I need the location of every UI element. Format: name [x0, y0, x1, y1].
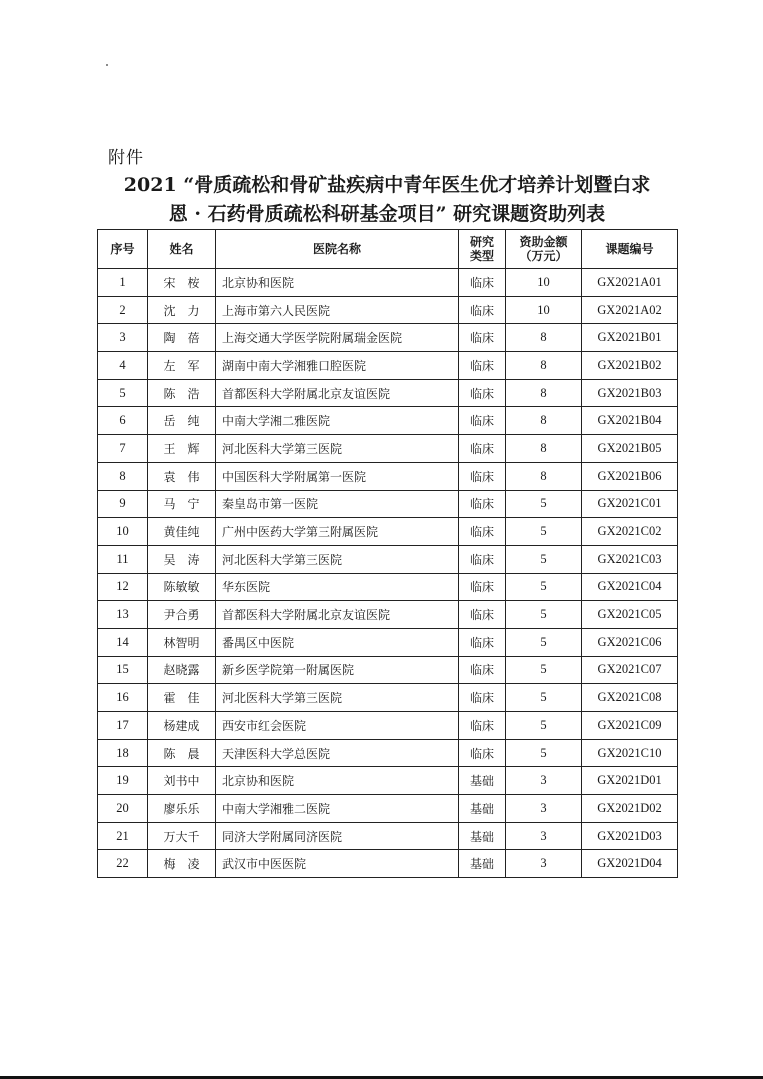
- cell-name: 万大千: [148, 822, 216, 850]
- header-amount-line-2: （万元）: [519, 249, 568, 263]
- cell-research-type: 临床: [459, 656, 506, 684]
- cell-name: 陈 浩: [148, 379, 216, 407]
- cell-project-code: GX2021C01: [582, 490, 678, 518]
- cell-project-code: GX2021B02: [582, 352, 678, 380]
- cell-research-type: 临床: [459, 739, 506, 767]
- cell-no: 11: [98, 545, 148, 573]
- cell-amount: 5: [506, 490, 582, 518]
- table-row: [98, 573, 678, 601]
- cell-no: 3: [98, 324, 148, 352]
- cell-research-type: 基础: [459, 767, 506, 795]
- cell-research-type: 临床: [459, 296, 506, 324]
- cell-research-type: 临床: [459, 435, 506, 463]
- table-row: [98, 352, 678, 380]
- cell-hospital: 中南大学湘雅二医院: [216, 795, 459, 823]
- cell-amount: 8: [506, 379, 582, 407]
- cell-no: 16: [98, 684, 148, 712]
- cell-no: 14: [98, 628, 148, 656]
- cell-project-code: GX2021B04: [582, 407, 678, 435]
- header-research-type: [459, 230, 506, 269]
- header-amount-line-1: 资助金额: [519, 235, 568, 249]
- cell-name: 黄佳纯: [148, 518, 216, 546]
- cell-name: 岳 纯: [148, 407, 216, 435]
- cell-no: 22: [98, 850, 148, 878]
- cell-name: 陶 蓓: [148, 324, 216, 352]
- cell-project-code: GX2021C09: [582, 712, 678, 740]
- cell-name: 宋 桉: [148, 269, 216, 297]
- cell-amount: 3: [506, 795, 582, 823]
- cell-project-code: GX2021A02: [582, 296, 678, 324]
- cell-name: 赵晓露: [148, 656, 216, 684]
- cell-research-type: 临床: [459, 518, 506, 546]
- cell-project-code: GX2021D03: [582, 822, 678, 850]
- table-row: [98, 324, 678, 352]
- cell-amount: 10: [506, 296, 582, 324]
- document-title-line-1: 2021 “骨质疏松和骨矿盐疾病中青年医生优才培养计划暨白求: [123, 174, 651, 196]
- cell-hospital: 上海市第六人民医院: [216, 296, 459, 324]
- cell-no: 4: [98, 352, 148, 380]
- cell-research-type: 临床: [459, 269, 506, 297]
- header-project-code: 课题编号: [582, 230, 678, 269]
- table-row: [98, 545, 678, 573]
- table-row: [98, 269, 678, 297]
- table-row: [98, 462, 678, 490]
- cell-project-code: GX2021B06: [582, 462, 678, 490]
- cell-amount: 10: [506, 269, 582, 297]
- cell-name: 林智明: [148, 628, 216, 656]
- cell-no: 2: [98, 296, 148, 324]
- header-research-type-line-2: 类型: [469, 249, 494, 263]
- table-row: [98, 712, 678, 740]
- cell-project-code: GX2021D01: [582, 767, 678, 795]
- cell-no: 17: [98, 712, 148, 740]
- cell-research-type: 临床: [459, 352, 506, 380]
- cell-hospital: 天津医科大学总医院: [216, 739, 459, 767]
- cell-research-type: 临床: [459, 324, 506, 352]
- cell-amount: 5: [506, 545, 582, 573]
- cell-amount: 8: [506, 324, 582, 352]
- cell-amount: 5: [506, 628, 582, 656]
- cell-no: 5: [98, 379, 148, 407]
- cell-project-code: GX2021C05: [582, 601, 678, 629]
- cell-amount: 5: [506, 712, 582, 740]
- header-no: 序号: [98, 230, 148, 269]
- cell-research-type: 临床: [459, 712, 506, 740]
- table-row: [98, 296, 678, 324]
- cell-project-code: GX2021D04: [582, 850, 678, 878]
- cell-no: 15: [98, 656, 148, 684]
- scan-speck: [106, 64, 108, 66]
- table-row: [98, 850, 678, 878]
- funding-table: [97, 229, 678, 878]
- table-row: [98, 822, 678, 850]
- cell-name: 杨建成: [148, 712, 216, 740]
- cell-project-code: GX2021C08: [582, 684, 678, 712]
- cell-amount: 3: [506, 767, 582, 795]
- attachment-label: 附件: [108, 148, 144, 168]
- cell-research-type: 临床: [459, 628, 506, 656]
- header-name: 姓名: [148, 230, 216, 269]
- cell-amount: 5: [506, 518, 582, 546]
- cell-hospital: 河北医科大学第三医院: [216, 545, 459, 573]
- cell-no: 12: [98, 573, 148, 601]
- cell-project-code: GX2021B05: [582, 435, 678, 463]
- cell-name: 尹合勇: [148, 601, 216, 629]
- header-hospital: 医院名称: [216, 230, 459, 269]
- cell-amount: 8: [506, 435, 582, 463]
- cell-no: 8: [98, 462, 148, 490]
- cell-project-code: GX2021C02: [582, 518, 678, 546]
- cell-hospital: 武汉市中医医院: [216, 850, 459, 878]
- cell-hospital: 湖南中南大学湘雅口腔医院: [216, 352, 459, 380]
- cell-amount: 5: [506, 684, 582, 712]
- cell-project-code: GX2021D02: [582, 795, 678, 823]
- table-row: [98, 628, 678, 656]
- cell-name: 陈敏敏: [148, 573, 216, 601]
- cell-no: 10: [98, 518, 148, 546]
- cell-project-code: GX2021A01: [582, 269, 678, 297]
- cell-research-type: 临床: [459, 379, 506, 407]
- cell-name: 霍 佳: [148, 684, 216, 712]
- cell-research-type: 临床: [459, 407, 506, 435]
- cell-research-type: 基础: [459, 850, 506, 878]
- table-row: [98, 490, 678, 518]
- cell-research-type: 临床: [459, 462, 506, 490]
- cell-amount: 5: [506, 739, 582, 767]
- cell-research-type: 临床: [459, 573, 506, 601]
- cell-no: 21: [98, 822, 148, 850]
- cell-no: 9: [98, 490, 148, 518]
- cell-name: 廖乐乐: [148, 795, 216, 823]
- table-row: [98, 435, 678, 463]
- cell-research-type: 临床: [459, 601, 506, 629]
- cell-name: 梅 凌: [148, 850, 216, 878]
- cell-hospital: 华东医院: [216, 573, 459, 601]
- cell-hospital: 中南大学湘二雅医院: [216, 407, 459, 435]
- cell-project-code: GX2021B01: [582, 324, 678, 352]
- cell-research-type: 临床: [459, 490, 506, 518]
- table-row: [98, 684, 678, 712]
- table-header-row: [98, 230, 678, 269]
- cell-name: 陈 晨: [148, 739, 216, 767]
- cell-project-code: GX2021C03: [582, 545, 678, 573]
- cell-amount: 5: [506, 601, 582, 629]
- cell-no: 18: [98, 739, 148, 767]
- table-row: [98, 518, 678, 546]
- cell-hospital: 同济大学附属同济医院: [216, 822, 459, 850]
- cell-name: 王 辉: [148, 435, 216, 463]
- table-row: [98, 601, 678, 629]
- cell-no: 19: [98, 767, 148, 795]
- header-amount: [506, 230, 582, 269]
- cell-research-type: 临床: [459, 545, 506, 573]
- document-title-line-2: 恩 · 石药骨质疏松科研基金项目” 研究课题资助列表: [168, 203, 606, 225]
- cell-hospital: 河北医科大学第三医院: [216, 435, 459, 463]
- table-row: [98, 656, 678, 684]
- cell-amount: 3: [506, 850, 582, 878]
- cell-name: 马 宁: [148, 490, 216, 518]
- cell-no: 7: [98, 435, 148, 463]
- table-row: [98, 407, 678, 435]
- cell-name: 左 军: [148, 352, 216, 380]
- cell-amount: 5: [506, 573, 582, 601]
- cell-hospital: 中国医科大学附属第一医院: [216, 462, 459, 490]
- table-row: [98, 767, 678, 795]
- cell-amount: 3: [506, 822, 582, 850]
- cell-hospital: 番禺区中医院: [216, 628, 459, 656]
- cell-no: 1: [98, 269, 148, 297]
- cell-project-code: GX2021C04: [582, 573, 678, 601]
- table-body: [98, 269, 678, 878]
- header-research-type-line-1: 研究: [469, 235, 494, 249]
- cell-project-code: GX2021B03: [582, 379, 678, 407]
- cell-project-code: GX2021C07: [582, 656, 678, 684]
- table-row: [98, 795, 678, 823]
- cell-hospital: 秦皇岛市第一医院: [216, 490, 459, 518]
- cell-name: 吴 涛: [148, 545, 216, 573]
- cell-name: 刘书中: [148, 767, 216, 795]
- cell-amount: 8: [506, 352, 582, 380]
- cell-hospital: 北京协和医院: [216, 269, 459, 297]
- cell-amount: 8: [506, 407, 582, 435]
- cell-research-type: 基础: [459, 795, 506, 823]
- cell-hospital: 上海交通大学医学院附属瑞金医院: [216, 324, 459, 352]
- cell-hospital: 首都医科大学附属北京友谊医院: [216, 601, 459, 629]
- cell-no: 6: [98, 407, 148, 435]
- cell-project-code: GX2021C06: [582, 628, 678, 656]
- cell-amount: 8: [506, 462, 582, 490]
- cell-research-type: 基础: [459, 822, 506, 850]
- cell-hospital: 广州中医药大学第三附属医院: [216, 518, 459, 546]
- cell-name: 袁 伟: [148, 462, 216, 490]
- cell-no: 13: [98, 601, 148, 629]
- table-row: [98, 739, 678, 767]
- cell-research-type: 临床: [459, 684, 506, 712]
- cell-hospital: 北京协和医院: [216, 767, 459, 795]
- cell-hospital: 西安市红会医院: [216, 712, 459, 740]
- cell-name: 沈 力: [148, 296, 216, 324]
- cell-amount: 5: [506, 656, 582, 684]
- cell-hospital: 新乡医学院第一附属医院: [216, 656, 459, 684]
- table-row: [98, 379, 678, 407]
- cell-hospital: 首都医科大学附属北京友谊医院: [216, 379, 459, 407]
- cell-no: 20: [98, 795, 148, 823]
- cell-hospital: 河北医科大学第三医院: [216, 684, 459, 712]
- cell-project-code: GX2021C10: [582, 739, 678, 767]
